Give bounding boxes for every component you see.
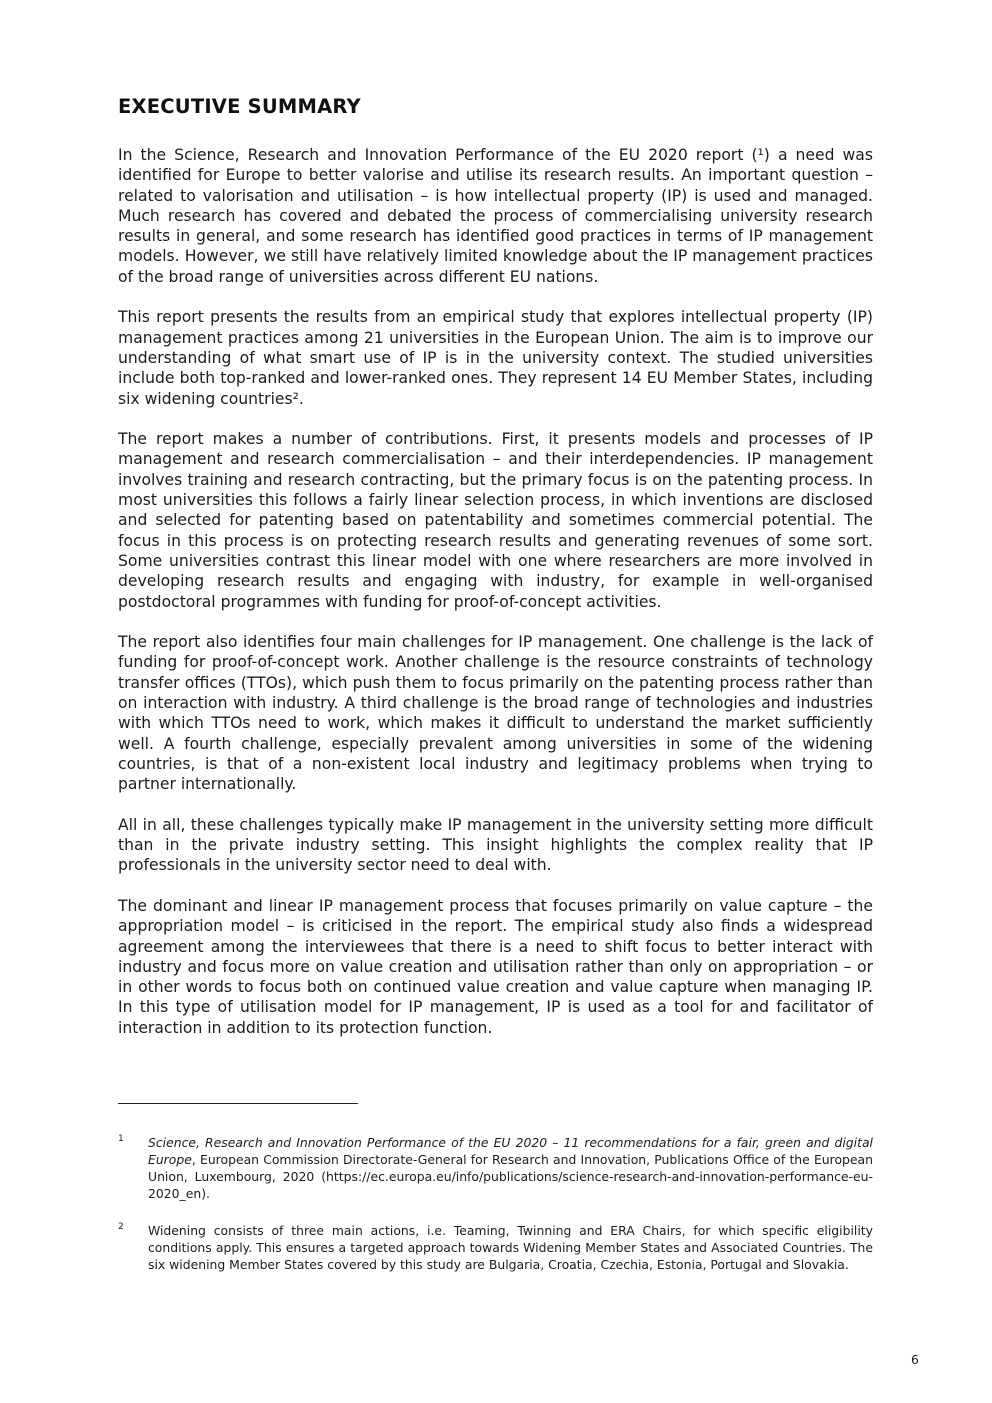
paragraph-2: This report presents the results from an empirical study that explores intellectual property (IP) management practices among 21 universities in the European Union. The aim is to improve our understanding of what smart use of IP is in the university context. The studied universities include both top-ranked and lower-ranked ones. They represent 14 EU Member States, including six widening countries². [118, 308, 873, 408]
footnote-number: 2 [118, 1222, 124, 1232]
footnote-divider [118, 1103, 358, 1104]
footnote-text [148, 1134, 873, 1202]
body-text [118, 145, 873, 1058]
page-title: EXECUTIVE SUMMARY [118, 95, 361, 118]
footnote-1 [118, 1134, 873, 1202]
paragraph-6: The dominant and linear IP management process that focuses primarily on value capture – the appropriation model – is criticised in the report. The empirical study also finds a widespread agreement among the interviewees that there is a need to shift focus to better interact with industry and focus more on value creation and utilisation rather than only on appropriation – or in other words to focus both on continued value creation and value capture when managing IP. In this type of utilisation model for IP management, IP is used as a tool for and facilitator of interaction in addition to its protection function. [118, 896, 873, 1037]
paragraph-3: The report makes a number of contributions. First, it presents models and processes of IP management and research commercialisation – and their interdependencies. IP management involves training and research contracting, but the primary focus is on the patenting process. In most universities this follows a fairly linear selection process, in which inventions are disclosed and selected for patenting based on patentability and sometimes commercial potential. The focus in this process is on protecting research results and generating revenues of some sort. Some universities contrast this linear model with one where researchers are more involved in developing research results and engaging with industry, for example in well-organised postdoctoral programmes with funding for proof-of-concept activities. [118, 430, 873, 611]
footnote-text: Widening consists of three main actions, i.e. Teaming, Twinning and ERA Chairs, for which specific eligibility conditions apply. This ensures a targeted approach towards Widening Member States and Associated Countries. The six widening Member States covered by this study are Bulgaria, Croatia, Czechia, Estonia, Portugal and Slovakia. [148, 1223, 873, 1272]
footnote-citation-details: , European Commission Directorate-General for Research and Innovation, Publications Office of the European Union, Luxembourg, 2020 (https://ec.europa.eu/info/publications/science-research-and-innovation-performance-eu-2020_en). [148, 1152, 873, 1201]
page-number: 6 [911, 1352, 919, 1367]
paragraph-4: The report also identifies four main challenges for IP management. One challenge is the lack of funding for proof-of-concept work. Another challenge is the resource constraints of technology transfer offices (TTOs), which push them to focus primarily on the patenting process rather than on interaction with industry. A third challenge is the broad range of technologies and industries with which TTOs need to work, which makes it difficult to understand the market sufficiently well. A fourth challenge, especially prevalent among universities in some of the widening countries, is that of a non-existent local industry and legitimacy problems when trying to partner internationally. [118, 633, 873, 794]
paragraph-1: In the Science, Research and Innovation Performance of the EU 2020 report (¹) a need was identified for Europe to better valorise and utilise its research results. An important question – related to valorisation and utilisation – is how intellectual property (IP) is used and managed. Much research has covered and debated the process of commercialising university research results in general, and some research has identified good practices in terms of IP management models. However, we still have relatively limited knowledge about the IP management practices of the broad range of universities across different EU nations. [118, 146, 873, 286]
footnote-2 [118, 1222, 873, 1273]
footnote-number: 1 [118, 1134, 124, 1144]
footnote-citation-title: Science, Research and Innovation Performance of the EU 2020 – 11 recommendations for a fair, green and digital Europe [148, 1135, 873, 1167]
paragraph-5: All in all, these challenges typically make IP management in the university setting more difficult than in the private industry setting. This insight highlights the complex reality that IP professionals in the university sector need to deal with. [118, 815, 873, 875]
